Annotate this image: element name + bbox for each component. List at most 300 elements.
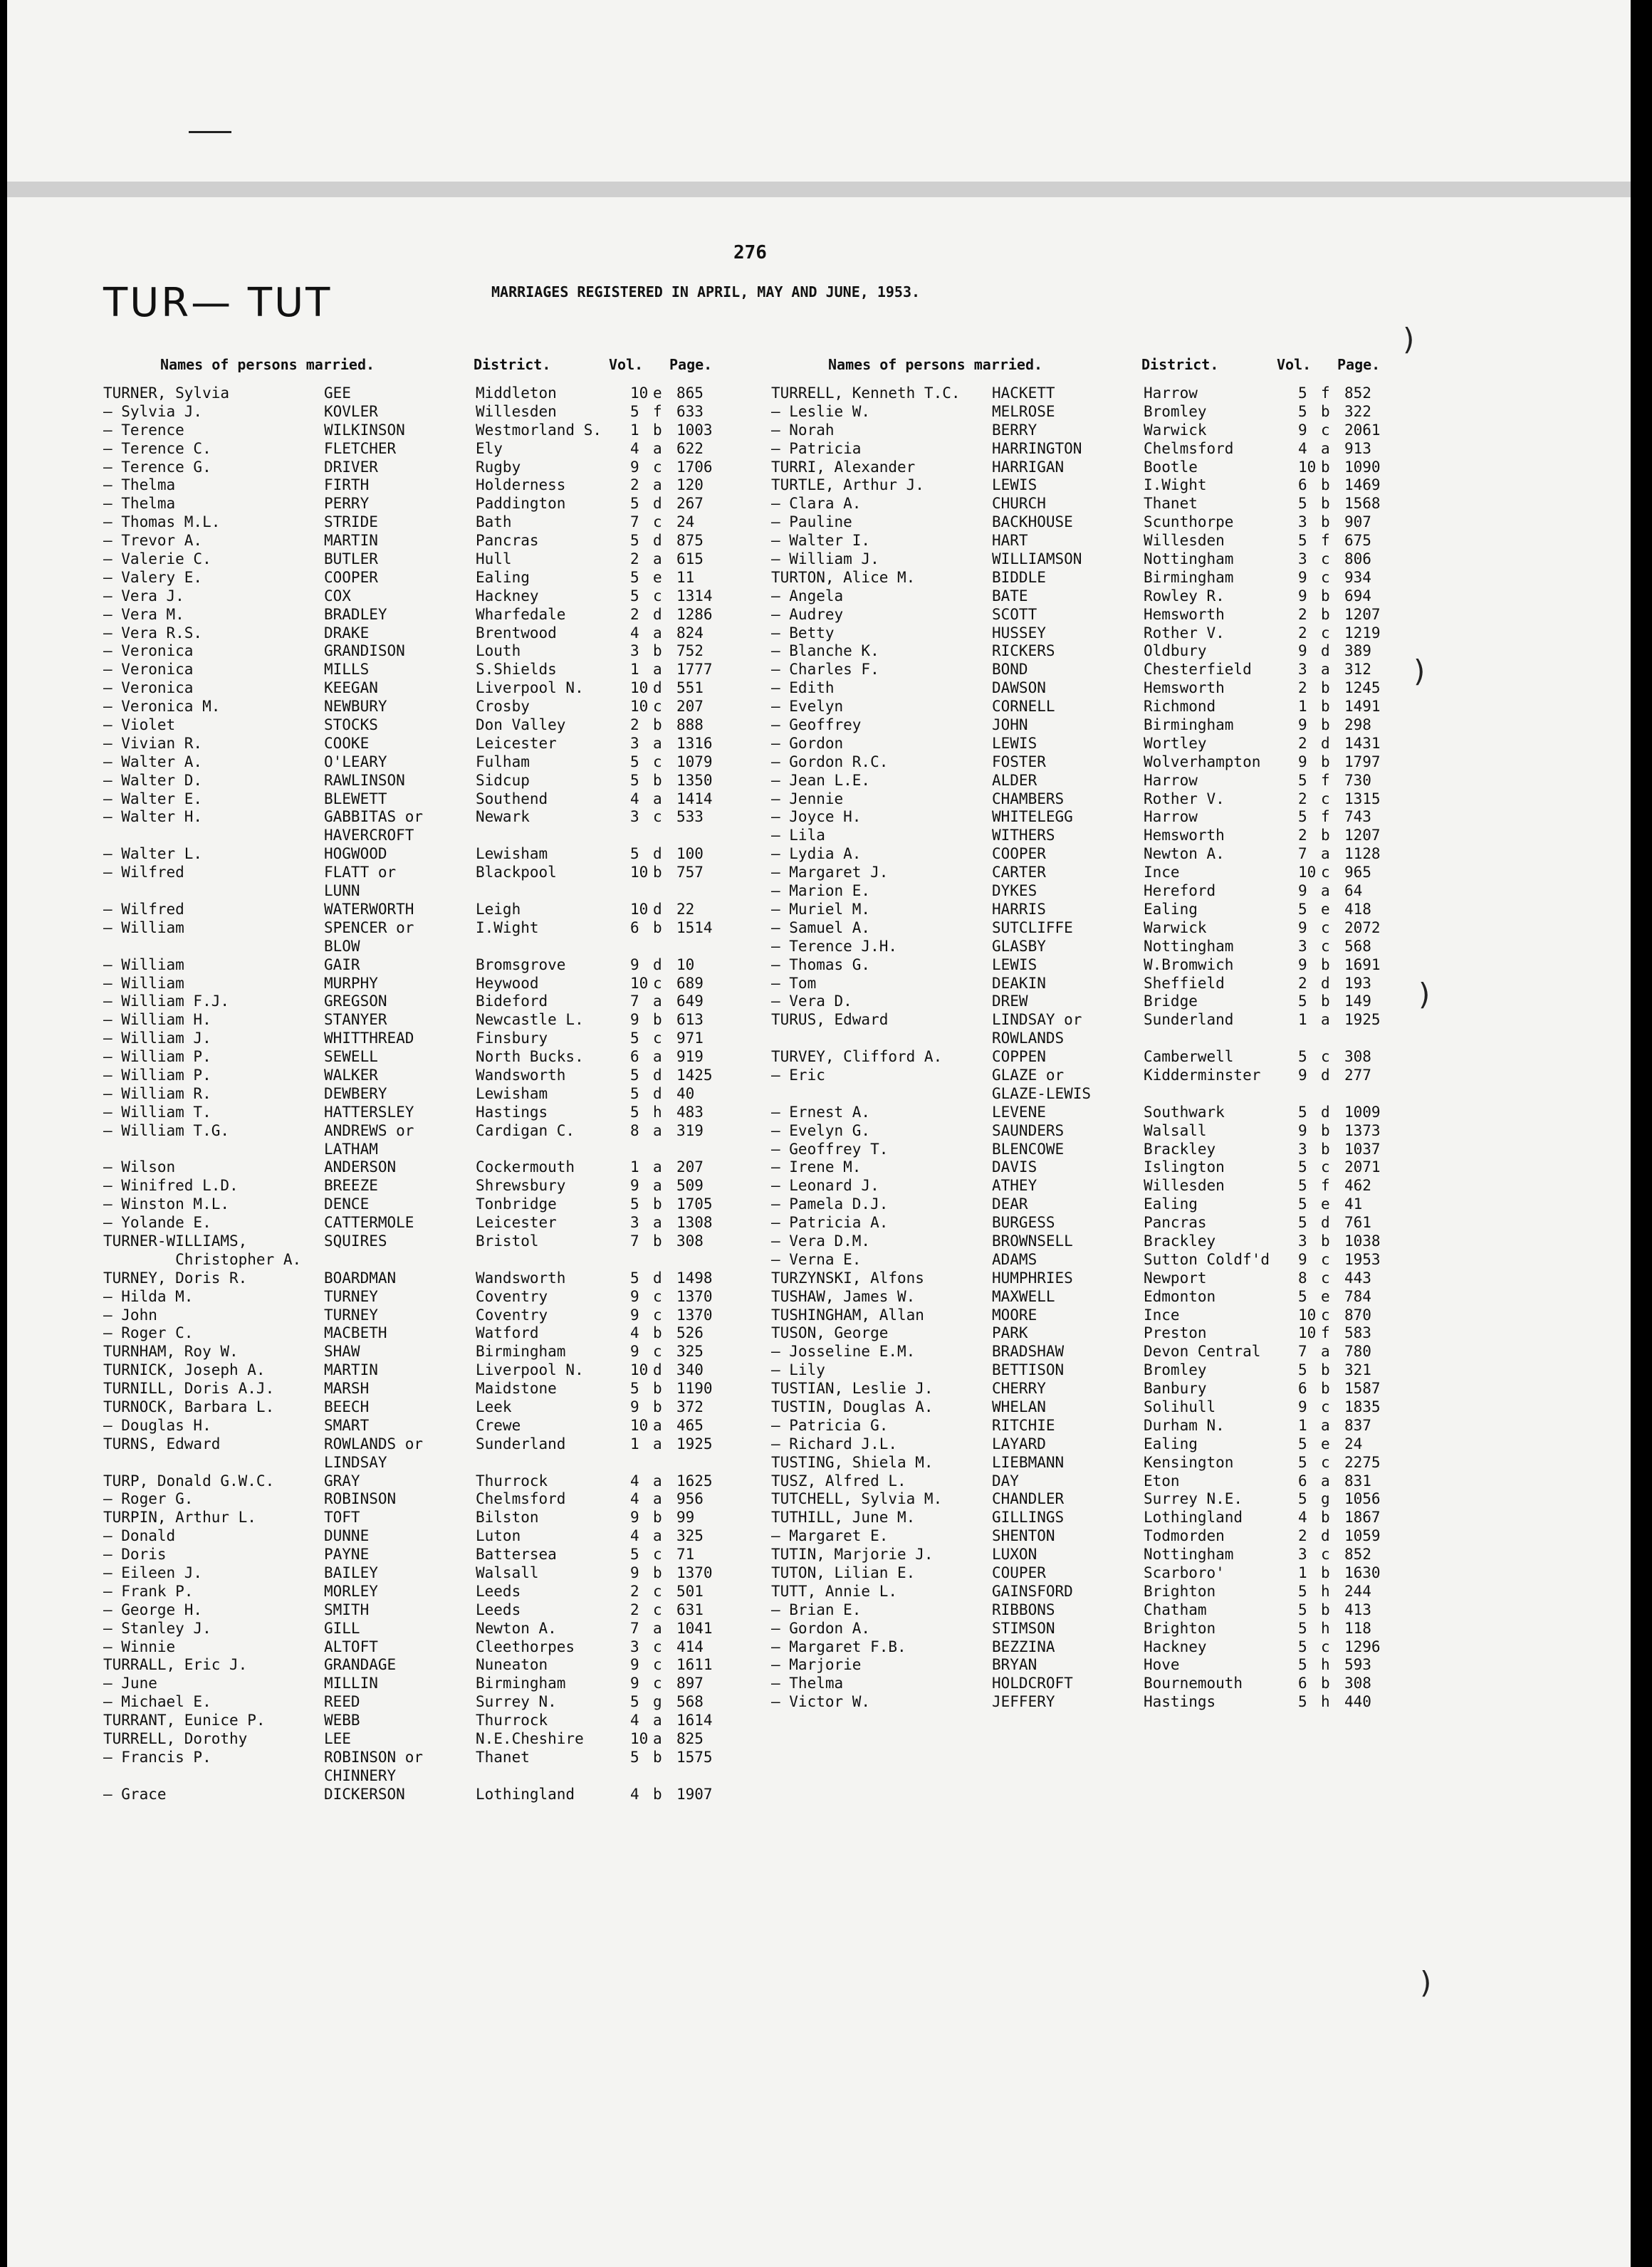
volume-number: 2 [1298,624,1307,642]
register-entry [771,1546,1412,1564]
district: Oldbury [1144,642,1207,660]
spouse-surname: KEEGAN [324,679,378,697]
volume-number: 5 [630,1103,639,1121]
register-entry [771,1380,1412,1398]
volume-letter: c [1321,624,1330,642]
page-ref: 414 [676,1638,704,1655]
volume-letter: c [1321,1546,1330,1564]
spouse-surname: MELROSE [992,402,1055,420]
person-name: — June [103,1675,157,1692]
person-name: — Angela [771,587,844,604]
district: Watford [476,1324,539,1342]
spouse-surname: PARK [992,1324,1028,1342]
volume-letter: c [1321,1306,1330,1324]
register-entry [771,1620,1412,1638]
register-entry [771,1435,1412,1454]
page-ref: 1038 [1344,1232,1381,1250]
register-entry [103,1104,744,1122]
volume-letter: b [653,1398,662,1415]
district: Wandsworth [476,1269,566,1287]
volume-number: 8 [1298,1269,1307,1287]
volume-letter: c [653,1306,662,1324]
page-ref: 533 [676,808,704,826]
register-entry [771,993,1412,1011]
volume-letter: b [1321,1675,1330,1692]
register-entry [103,716,744,735]
person-name: — Verna E. [771,1250,862,1268]
left-entries [103,384,744,1804]
volume-letter: a [1321,845,1330,863]
district: Wortley [1144,734,1207,752]
person-name: TURRANT, Eunice P. [103,1712,266,1729]
register-entry [103,1583,744,1601]
district: Thurrock [476,1472,548,1489]
district: Leicester [476,734,557,752]
page-ref: 934 [1344,568,1371,586]
register-entry [771,772,1412,790]
page-ref: 593 [1344,1656,1371,1674]
register-entry [103,1638,744,1657]
spouse-surname: BEZZINA [992,1638,1055,1655]
person-name: TURTLE, Arthur J. [771,476,924,494]
district: Leeds [476,1582,521,1600]
register-entry [771,1214,1412,1232]
person-name: — Joyce H. [771,808,862,826]
volume-number: 1 [630,421,639,439]
register-entry [771,1158,1412,1177]
register-entry [103,513,744,532]
volume-number: 3 [1298,513,1307,531]
volume-letter: c [1321,937,1330,955]
person-name: TUTIN, Marjorie J. [771,1546,934,1564]
volume-number: 5 [1298,1435,1307,1452]
register-entry [771,495,1412,513]
page-ref: 440 [1344,1693,1371,1711]
volume-number: 4 [630,1785,639,1803]
register-entry [103,532,744,550]
volume-letter: a [1321,1416,1330,1434]
person-name: — Evelyn [771,698,844,716]
volume-letter: f [1321,808,1330,826]
volume-letter: a [653,1177,662,1195]
volume-number: 5 [1298,532,1307,550]
page-ref: 2072 [1344,918,1381,936]
spouse-surname: DUNNE [324,1527,370,1545]
volume-number: 9 [1298,568,1307,586]
register-entry [103,1620,744,1638]
register-entry [771,1085,1412,1104]
person-name: — Vera D. [771,993,852,1010]
register-entry [771,661,1412,679]
spouse-surname: GAIR [324,956,360,973]
person-name: — Brian E. [771,1601,862,1618]
register-entry [771,827,1412,845]
page-ref: 568 [1344,937,1371,955]
spouse-surname: FLATT or [324,864,397,881]
district: Holderness [476,476,566,494]
district: Camberwell [1144,1048,1234,1066]
district: Hemsworth [1144,827,1225,844]
person-name: — Norah [771,421,835,439]
volume-number: 5 [630,1066,639,1084]
district: N.E.Cheshire [476,1730,584,1748]
volume-letter: h [1321,1656,1330,1674]
district: Edmonton [1144,1287,1216,1305]
volume-number: 9 [1298,918,1307,936]
page-ref: 622 [676,439,704,457]
register-entry [771,422,1412,440]
person-name: — Grace [103,1785,167,1803]
volume-number: 5 [630,1084,639,1102]
volume-number: 9 [1298,882,1307,900]
district: Westmorland S. [476,421,602,439]
register-entry [771,1527,1412,1546]
person-name: — William [103,974,184,992]
volume-number: 5 [630,771,639,789]
volume-number: 5 [1298,1601,1307,1618]
register-entry [103,1307,744,1325]
district: Kidderminster [1144,1066,1261,1084]
volume-number: 4 [630,1490,639,1508]
page-ref: 1414 [676,790,713,807]
register-entry [103,938,744,956]
page-ref: 418 [1344,900,1371,918]
volume-letter: d [1321,1214,1330,1232]
district: Bromley [1144,1361,1207,1379]
spouse-surname: COX [324,587,351,604]
page-ref: 913 [1344,439,1371,457]
spouse-surname: TURNEY [324,1287,378,1305]
district: Lewisham [476,845,548,863]
page-ref: 752 [676,642,704,660]
register-entry [103,1324,744,1343]
spouse-surname: LEWIS [992,956,1037,973]
volume-letter: b [653,1380,662,1398]
volume-number: 5 [1298,1693,1307,1711]
volume-number: 5 [1298,1103,1307,1121]
volume-letter: d [1321,1527,1330,1545]
district: Cockermouth [476,1158,575,1176]
person-name: — William T. [103,1103,211,1121]
page-ref: 207 [676,1158,704,1176]
volume-letter: b [653,1785,662,1803]
page-ref: 780 [1344,1343,1371,1361]
person-name: — Wilson [103,1158,176,1176]
register-entry [771,1656,1412,1675]
district: I.Wight [1144,476,1207,494]
district: Ince [1144,1306,1180,1324]
volume-letter: c [1321,1398,1330,1415]
district: Bristol [476,1232,539,1250]
page-ref: 1286 [676,605,713,623]
register-entry [771,1030,1412,1048]
person-name: — Vera D.M. [771,1232,871,1250]
volume-letter: a [653,624,662,642]
register-entry [103,1749,744,1767]
spouse-surname: RITCHIE [992,1416,1055,1434]
volume-number: 8 [630,1121,639,1139]
volume-number: 1 [630,1158,639,1176]
page-ref: 919 [676,1048,704,1066]
page-ref: 1425 [676,1066,713,1084]
volume-number: 5 [1298,1619,1307,1637]
person-name: — Geoffrey T. [771,1140,889,1158]
register-entry [771,513,1412,532]
register-entry [103,1546,744,1564]
district: Durham N. [1144,1416,1225,1434]
volume-number: 5 [630,568,639,586]
district: Lothingland [476,1785,575,1803]
register-entry [771,1251,1412,1269]
page-ref: 1350 [676,771,713,789]
register-entry [103,1398,744,1417]
volume-letter: g [653,1693,662,1711]
person-name: — Michael E. [103,1693,211,1711]
spouse-surname: CHURCH [992,495,1046,513]
volume-letter: a [653,993,662,1010]
spouse-surname: BROWNSELL [992,1232,1073,1250]
volume-letter: b [1321,605,1330,623]
register-entry [103,1195,744,1214]
volume-number: 2 [630,605,639,623]
person-name: TURNS, Edward [103,1435,221,1452]
person-name: — William T.G. [103,1121,230,1139]
person-name: TURNEY, Doris R. [103,1269,248,1287]
volume-number: 5 [1298,1287,1307,1305]
register-entry [103,440,744,459]
spouse-surname: ROWLANDS [992,1030,1065,1047]
register-entry [103,624,744,643]
person-name: — Margaret E. [771,1527,889,1545]
volume-number: 9 [630,1306,639,1324]
volume-number: 5 [630,753,639,770]
district: Birmingham [476,1675,566,1692]
register-entry [103,1214,744,1232]
person-name: Christopher A. [103,1250,302,1268]
binder-hole-icon: ) [1420,1965,1432,2000]
volume-letter: b [1321,476,1330,494]
volume-number: 10 [630,1730,649,1748]
district: Tonbridge [476,1195,557,1213]
volume-letter: b [1321,458,1330,476]
person-name: — Marion E. [771,882,871,900]
person-name: — William J. [103,1030,211,1047]
volume-number: 5 [630,1748,639,1766]
volume-number: 9 [630,956,639,973]
spouse-surname: DEAR [992,1195,1028,1213]
district: Wolverhampton [1144,753,1261,770]
volume-number: 7 [630,993,639,1010]
person-name: TURZYNSKI, Alfons [771,1269,924,1287]
volume-number: 3 [630,1214,639,1232]
register-entry [103,956,744,975]
person-name: — Gordon R.C. [771,753,889,770]
person-name: TUSZ, Alfred L. [771,1472,906,1489]
register-entry [771,384,1412,403]
district: Harrow [1144,808,1198,826]
person-name: — Vera R.S. [103,624,203,642]
district: Luton [476,1527,521,1545]
page-ref: 24 [1344,1435,1363,1452]
volume-letter: b [1321,679,1330,697]
person-name: — Leslie W. [771,402,871,420]
spouse-surname: GABBITAS or [324,808,424,826]
district: Hove [1144,1656,1180,1674]
page-ref: 1190 [676,1380,713,1398]
district: Paddington [476,495,566,513]
volume-number: 4 [1298,439,1307,457]
register-entry [103,1158,744,1177]
volume-letter: a [653,790,662,807]
volume-number: 4 [630,1472,639,1489]
person-name: — Veronica [103,679,194,697]
volume-letter: f [653,402,662,420]
spouse-surname: BLENCOWE [992,1140,1065,1158]
person-name: — Lila [771,827,825,844]
spouse-surname: COPPEN [992,1048,1046,1066]
spouse-surname: BURGESS [992,1214,1055,1232]
volume-letter: h [1321,1693,1330,1711]
volume-letter: a [653,1472,662,1489]
district: Ince [1144,864,1180,881]
volume-letter: c [653,1030,662,1047]
district: Coventry [476,1306,548,1324]
spouse-surname: GAINSFORD [992,1582,1073,1600]
spouse-surname: RAWLINSON [324,771,405,789]
page-ref: 267 [676,495,704,513]
volume-number: 6 [630,1048,639,1066]
spouse-surname: RICKERS [992,642,1055,660]
district: Bournemouth [1144,1675,1243,1692]
volume-number: 1 [630,661,639,679]
volume-letter: c [653,587,662,604]
district: Lewisham [476,1084,548,1102]
spouse-surname: WHELAN [992,1398,1046,1415]
district: Willesden [1144,532,1225,550]
left-column [103,356,744,1804]
page-ref: 10 [676,956,695,973]
spouse-surname: WALKER [324,1066,378,1084]
spouse-surname: COOKE [324,734,370,752]
volume-letter: d [653,900,662,918]
district: Sutton Coldf'd [1144,1250,1270,1268]
district-header: District. [474,356,551,373]
register-entry [103,642,744,661]
register-entry [771,698,1412,716]
register-entry [103,459,744,477]
volume-number: 9 [630,1656,639,1674]
district: W.Bromwich [1144,956,1234,973]
register-title: MARRIAGES REGISTERED IN APRIL, MAY AND JUNE, 1953. [491,283,921,300]
person-name: TURRELL, Kenneth T.C. [771,384,961,402]
person-name: — Walter E. [103,790,203,807]
page-ref: 633 [676,402,704,420]
register-entry [771,1417,1412,1435]
spouse-surname: MARSH [324,1380,370,1398]
volume-letter: c [1321,1638,1330,1655]
register-entry [771,1638,1412,1657]
district: Brighton [1144,1619,1216,1637]
volume-number: 3 [630,808,639,826]
right-column [771,356,1412,1712]
register-entry [103,606,744,624]
volume-letter: c [1321,918,1330,936]
spouse-surname: MAXWELL [992,1287,1055,1305]
volume-number: 5 [630,1546,639,1564]
register-entry [103,772,744,790]
volume-number: 4 [630,624,639,642]
page-ref: 743 [1344,808,1371,826]
person-name: — William P. [103,1066,211,1084]
volume-number: 5 [1298,1638,1307,1655]
district: Sunderland [476,1435,566,1452]
volume-number: 10 [1298,1306,1317,1324]
page-ref: 1219 [1344,624,1381,642]
volume-number: 2 [1298,734,1307,752]
register-page [7,0,1631,2267]
spouse-surname: WHITTHREAD [324,1030,414,1047]
spouse-surname: BERRY [992,421,1037,439]
volume-letter: b [1321,956,1330,973]
district: Scunthorpe [1144,513,1234,531]
page-ref: 907 [1344,513,1371,531]
page-ref: 1614 [676,1712,713,1729]
volume-letter: f [1321,1177,1330,1195]
register-entry [771,975,1412,993]
volume-number: 10 [1298,458,1317,476]
page-ref: 1691 [1344,956,1381,973]
person-name: TUSTING, Shiela M. [771,1453,934,1471]
spouse-surname: GILLINGS [992,1509,1065,1527]
person-name: TURTON, Alice M. [771,568,916,586]
page-ref: 465 [676,1416,704,1434]
district: Hackney [1144,1638,1207,1655]
volume-letter: b [653,1324,662,1342]
person-name: — Vivian R. [103,734,203,752]
spouse-surname: HAVERCROFT [324,827,414,844]
page-ref: 730 [1344,771,1371,789]
spouse-surname: MURPHY [324,974,378,992]
binder-hole-icon: ) [1418,977,1431,1012]
person-name: — Terence C. [103,439,211,457]
volume-number: 9 [630,1509,639,1527]
volume-letter: c [653,1601,662,1618]
page-ref: 615 [676,550,704,568]
page-ref: 509 [676,1177,704,1195]
register-entry [103,1509,744,1527]
person-name: TUSHAW, James W. [771,1287,916,1305]
spouse-surname: SPENCER or [324,918,414,936]
register-entry [103,790,744,809]
volume-letter: c [1321,568,1330,586]
district: Islington [1144,1158,1225,1176]
spouse-surname: BOARDMAN [324,1269,397,1287]
district-header: District. [1141,356,1219,373]
district: Don Valley [476,716,566,734]
volume-number: 9 [630,1343,639,1361]
district: Willesden [1144,1177,1225,1195]
spouse-surname: DRAKE [324,624,370,642]
volume-number: 5 [1298,384,1307,402]
volume-number: 1 [1298,698,1307,716]
person-name: TUTCHELL, Sylvia M. [771,1490,943,1508]
district: Newton A. [1144,845,1225,863]
register-entry [103,1767,744,1786]
person-name: TUTT, Annie L. [771,1582,898,1600]
register-entry [103,403,744,422]
district: Battersea [476,1546,557,1564]
volume-number: 3 [1298,1232,1307,1250]
